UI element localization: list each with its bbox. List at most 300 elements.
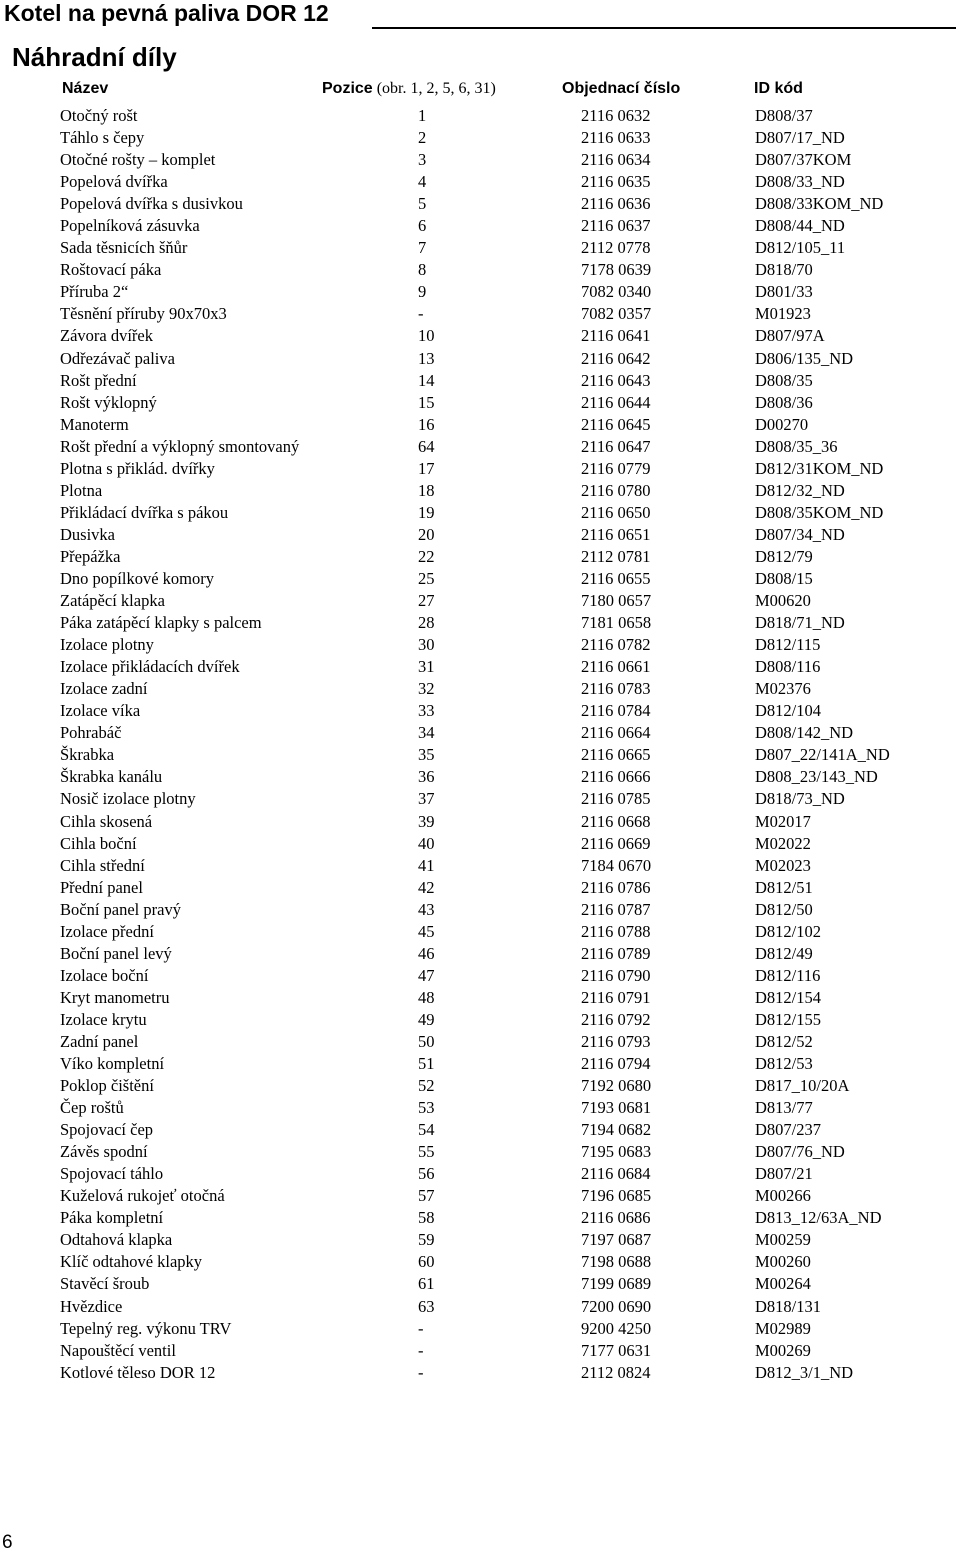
part-position: 2 bbox=[418, 128, 427, 148]
part-id-code: D812/104 bbox=[755, 701, 821, 721]
table-row bbox=[0, 1097, 960, 1119]
part-name: Izolace plotny bbox=[60, 635, 154, 655]
part-order-number: 2112 0778 bbox=[581, 238, 651, 258]
part-order-number: 2116 0641 bbox=[581, 326, 651, 346]
part-name: Izolace zadní bbox=[60, 679, 148, 699]
part-id-code: D807/237 bbox=[755, 1120, 821, 1140]
part-name: Pohrabáč bbox=[60, 723, 122, 743]
part-id-code: D807/17_ND bbox=[755, 128, 845, 148]
part-order-number: 2116 0789 bbox=[581, 943, 651, 963]
part-order-number: 2116 0786 bbox=[581, 877, 651, 897]
part-name: Dusivka bbox=[60, 524, 115, 544]
part-position: 25 bbox=[418, 568, 435, 588]
part-name: Boční panel pravý bbox=[60, 899, 181, 919]
part-position: 4 bbox=[418, 172, 427, 192]
table-row bbox=[0, 502, 960, 524]
table-row bbox=[0, 634, 960, 656]
part-name: Dno popílkové komory bbox=[60, 568, 214, 588]
part-id-code: D812/51 bbox=[755, 877, 813, 897]
part-name: Táhlo s čepy bbox=[60, 128, 145, 148]
part-position: 30 bbox=[418, 635, 435, 655]
part-id-code: D813_12/63A_ND bbox=[755, 1208, 882, 1228]
part-name: Otočné rošty – komplet bbox=[60, 150, 216, 170]
part-order-number: 2116 0684 bbox=[581, 1164, 651, 1184]
part-position: 10 bbox=[418, 326, 435, 346]
part-id-code: D808/116 bbox=[755, 657, 821, 677]
table-row bbox=[0, 237, 960, 259]
parts-table-body bbox=[0, 105, 960, 1384]
part-order-number: 2116 0666 bbox=[581, 767, 651, 787]
part-name: Stavěcí šroub bbox=[60, 1274, 150, 1294]
part-position: 46 bbox=[418, 943, 435, 963]
part-name: Cihla boční bbox=[60, 833, 137, 853]
part-id-code: D812/79 bbox=[755, 546, 813, 566]
part-order-number: 7199 0689 bbox=[581, 1274, 652, 1294]
part-order-number: 2116 0644 bbox=[581, 392, 651, 412]
table-row bbox=[0, 1318, 960, 1340]
part-id-code: M02989 bbox=[755, 1318, 811, 1338]
table-row bbox=[0, 193, 960, 215]
part-id-code: D807/34_ND bbox=[755, 524, 845, 544]
table-row bbox=[0, 392, 960, 414]
part-order-number: 2116 0669 bbox=[581, 833, 651, 853]
part-position: 42 bbox=[418, 877, 435, 897]
table-row bbox=[0, 877, 960, 899]
part-position: 34 bbox=[418, 723, 435, 743]
title-rule bbox=[372, 27, 956, 29]
part-name: Závora dvířek bbox=[60, 326, 153, 346]
part-id-code: D812/102 bbox=[755, 921, 821, 941]
part-id-code: D817_10/20A bbox=[755, 1076, 850, 1096]
table-row bbox=[0, 1141, 960, 1163]
part-order-number: 7197 0687 bbox=[581, 1230, 652, 1250]
part-position: 36 bbox=[418, 767, 435, 787]
part-name: Izolace boční bbox=[60, 965, 149, 985]
part-position: 45 bbox=[418, 921, 435, 941]
table-row bbox=[0, 700, 960, 722]
part-id-code: M02017 bbox=[755, 811, 811, 831]
part-name: Otočný rošt bbox=[60, 106, 138, 125]
part-id-code: D808_23/143_ND bbox=[755, 767, 878, 787]
part-position: 49 bbox=[418, 1009, 435, 1029]
part-name: Klíč odtahové klapky bbox=[60, 1252, 203, 1272]
header-id-code: ID kód bbox=[754, 80, 803, 97]
part-position: 64 bbox=[418, 436, 435, 456]
part-id-code: D812/116 bbox=[755, 965, 821, 985]
part-name: Popelová dvířka bbox=[60, 172, 168, 192]
part-order-number: 2116 0650 bbox=[581, 502, 651, 522]
part-position: 28 bbox=[418, 613, 435, 633]
table-row bbox=[0, 546, 960, 568]
part-position: 9 bbox=[418, 282, 427, 302]
part-id-code: D807/97A bbox=[755, 326, 825, 346]
part-order-number: 2116 0686 bbox=[581, 1208, 651, 1228]
part-order-number: 2116 0647 bbox=[581, 436, 651, 456]
part-position: 37 bbox=[418, 789, 435, 809]
table-row bbox=[0, 855, 960, 877]
part-order-number: 2116 0651 bbox=[581, 524, 651, 544]
part-id-code: D808/35KOM_ND bbox=[755, 502, 884, 522]
part-order-number: 2116 0642 bbox=[581, 348, 651, 368]
table-row bbox=[0, 414, 960, 436]
part-position: 39 bbox=[418, 811, 435, 831]
table-row bbox=[0, 987, 960, 1009]
part-id-code: D808/33KOM_ND bbox=[755, 194, 884, 214]
part-order-number: 2116 0794 bbox=[581, 1054, 651, 1074]
part-order-number: 7178 0639 bbox=[581, 260, 652, 280]
part-position: 57 bbox=[418, 1186, 435, 1206]
table-row bbox=[0, 1207, 960, 1229]
part-id-code: M00259 bbox=[755, 1230, 811, 1250]
table-row bbox=[0, 1340, 960, 1362]
part-name: Páka zatápěcí klapky s palcem bbox=[60, 613, 262, 633]
part-order-number: 7194 0682 bbox=[581, 1120, 652, 1140]
part-order-number: 2116 0783 bbox=[581, 679, 651, 699]
part-order-number: 2116 0793 bbox=[581, 1031, 651, 1051]
part-name: Napouštěcí ventil bbox=[60, 1340, 176, 1360]
part-position: 18 bbox=[418, 480, 435, 500]
part-id-code: D807/37KOM bbox=[755, 150, 852, 170]
part-name: Plotna s přiklád. dvířky bbox=[60, 458, 215, 478]
part-order-number: 2112 0781 bbox=[581, 546, 651, 566]
part-position: 53 bbox=[418, 1098, 435, 1118]
part-name: Tepelný reg. výkonu TRV bbox=[60, 1318, 232, 1338]
part-position: 33 bbox=[418, 701, 435, 721]
part-id-code: D813/77 bbox=[755, 1098, 813, 1118]
header-order-number: Objednací číslo bbox=[562, 80, 681, 97]
table-row bbox=[0, 325, 960, 347]
part-id-code: D808/15 bbox=[755, 568, 813, 588]
part-order-number: 7177 0631 bbox=[581, 1340, 652, 1360]
part-position: - bbox=[418, 1362, 424, 1382]
part-order-number: 7192 0680 bbox=[581, 1076, 652, 1096]
part-id-code: D808/44_ND bbox=[755, 216, 845, 236]
part-id-code: D808/35_36 bbox=[755, 436, 838, 456]
part-order-number: 7082 0340 bbox=[581, 282, 652, 302]
part-id-code: D818/73_ND bbox=[755, 789, 845, 809]
table-row bbox=[0, 1163, 960, 1185]
part-id-code: D808/35 bbox=[755, 370, 813, 390]
header-position bbox=[322, 78, 496, 100]
part-name: Škrabka bbox=[60, 745, 115, 765]
part-position: 60 bbox=[418, 1252, 435, 1272]
part-name: Izolace krytu bbox=[60, 1009, 147, 1029]
table-row bbox=[0, 1119, 960, 1141]
part-name: Čep roštů bbox=[60, 1098, 124, 1118]
part-id-code: D812/115 bbox=[755, 635, 821, 655]
table-row bbox=[0, 1362, 960, 1384]
table-row bbox=[0, 766, 960, 788]
table-row bbox=[0, 1296, 960, 1318]
table-row bbox=[0, 259, 960, 281]
part-order-number: 2116 0633 bbox=[581, 128, 651, 148]
part-position: 3 bbox=[418, 150, 427, 170]
part-name: Kotlové těleso DOR 12 bbox=[60, 1362, 216, 1382]
part-position: 32 bbox=[418, 679, 435, 699]
table-row bbox=[0, 105, 960, 127]
table-row bbox=[0, 921, 960, 943]
part-position: 27 bbox=[418, 591, 435, 611]
document-title: Kotel na pevná paliva DOR 12 bbox=[4, 0, 329, 26]
part-order-number: 2116 0661 bbox=[581, 657, 651, 677]
part-id-code: M02376 bbox=[755, 679, 811, 699]
part-name: Škrabka kanálu bbox=[60, 767, 163, 787]
part-id-code: D801/33 bbox=[755, 282, 813, 302]
table-row bbox=[0, 1229, 960, 1251]
part-order-number: 7184 0670 bbox=[581, 855, 652, 875]
part-id-code: M00260 bbox=[755, 1252, 811, 1272]
part-position: 59 bbox=[418, 1230, 435, 1250]
part-id-code: M00269 bbox=[755, 1340, 811, 1360]
table-row bbox=[0, 1053, 960, 1075]
part-order-number: 7082 0357 bbox=[581, 304, 652, 324]
part-id-code: D812/155 bbox=[755, 1009, 821, 1029]
part-name: Izolace přikládacích dvířek bbox=[60, 657, 240, 677]
part-position: 22 bbox=[418, 546, 435, 566]
part-position: 7 bbox=[418, 238, 427, 258]
part-id-code: D812/52 bbox=[755, 1031, 813, 1051]
table-row bbox=[0, 524, 960, 546]
part-position: 8 bbox=[418, 260, 427, 280]
part-position: 43 bbox=[418, 899, 435, 919]
part-name: Zadní panel bbox=[60, 1031, 139, 1051]
part-order-number: 2116 0637 bbox=[581, 216, 651, 236]
part-id-code: M00264 bbox=[755, 1274, 811, 1294]
part-position: 6 bbox=[418, 216, 427, 236]
header-position-note: (obr. 1, 2, 5, 6, 31) bbox=[372, 80, 496, 97]
part-name: Zatápěcí klapka bbox=[60, 591, 165, 611]
table-row bbox=[0, 656, 960, 678]
table-row bbox=[0, 348, 960, 370]
table-row bbox=[0, 370, 960, 392]
table-row bbox=[0, 1009, 960, 1031]
part-order-number: 2116 0780 bbox=[581, 480, 651, 500]
part-id-code: D812/49 bbox=[755, 943, 813, 963]
part-order-number: 2116 0782 bbox=[581, 635, 651, 655]
table-row bbox=[0, 678, 960, 700]
part-name: Přikládací dvířka s pákou bbox=[60, 502, 229, 522]
part-order-number: 2116 0790 bbox=[581, 965, 651, 985]
part-position: 61 bbox=[418, 1274, 435, 1294]
part-id-code: D807/76_ND bbox=[755, 1142, 845, 1162]
part-name: Nosič izolace plotny bbox=[60, 789, 196, 809]
table-row bbox=[0, 436, 960, 458]
part-name: Rošt přední a výklopný smontovaný bbox=[60, 436, 300, 456]
part-order-number: 2116 0664 bbox=[581, 723, 651, 743]
part-name: Roštovací páka bbox=[60, 260, 162, 280]
part-order-number: 2116 0643 bbox=[581, 370, 651, 390]
part-position: 19 bbox=[418, 502, 435, 522]
part-name: Těsnění příruby 90x70x3 bbox=[60, 304, 227, 324]
part-order-number: 7180 0657 bbox=[581, 591, 652, 611]
part-name: Rošt výklopný bbox=[60, 392, 157, 412]
part-id-code: D818/131 bbox=[755, 1296, 821, 1316]
table-row bbox=[0, 1075, 960, 1097]
part-position: 40 bbox=[418, 833, 435, 853]
part-name: Závěs spodní bbox=[60, 1142, 148, 1162]
part-position: 52 bbox=[418, 1076, 435, 1096]
part-order-number: 2116 0636 bbox=[581, 194, 651, 214]
part-id-code: D812/50 bbox=[755, 899, 813, 919]
part-id-code: D808/37 bbox=[755, 106, 813, 125]
part-order-number: 2116 0791 bbox=[581, 987, 651, 1007]
table-row bbox=[0, 1031, 960, 1053]
part-id-code: D807/21 bbox=[755, 1164, 813, 1184]
part-name: Přepážka bbox=[60, 546, 121, 566]
part-name: Hvězdice bbox=[60, 1296, 123, 1316]
part-id-code: D806/135_ND bbox=[755, 348, 854, 368]
part-name: Izolace přední bbox=[60, 921, 154, 941]
part-order-number: 7200 0690 bbox=[581, 1296, 652, 1316]
part-id-code: D818/71_ND bbox=[755, 613, 845, 633]
part-order-number: 7198 0688 bbox=[581, 1252, 652, 1272]
part-position: 55 bbox=[418, 1142, 435, 1162]
table-row bbox=[0, 568, 960, 590]
part-name: Víko kompletní bbox=[60, 1054, 165, 1074]
part-order-number: 9200 4250 bbox=[581, 1318, 652, 1338]
part-name: Rošt přední bbox=[60, 370, 137, 390]
part-order-number: 2116 0645 bbox=[581, 414, 651, 434]
part-position: 50 bbox=[418, 1031, 435, 1051]
part-position: 48 bbox=[418, 987, 435, 1007]
part-order-number: 2116 0788 bbox=[581, 921, 651, 941]
part-name: Sada těsnicích šňůr bbox=[60, 238, 188, 258]
part-id-code: D807_22/141A_ND bbox=[755, 745, 890, 765]
part-order-number: 2116 0665 bbox=[581, 745, 651, 765]
part-order-number: 2116 0668 bbox=[581, 811, 651, 831]
part-id-code: D00270 bbox=[755, 414, 809, 434]
part-order-number: 7193 0681 bbox=[581, 1098, 652, 1118]
part-name: Páka kompletní bbox=[60, 1208, 164, 1228]
table-row bbox=[0, 1273, 960, 1295]
part-name: Poklop čištění bbox=[60, 1076, 154, 1096]
table-row bbox=[0, 303, 960, 325]
part-position: 35 bbox=[418, 745, 435, 765]
part-order-number: 7195 0683 bbox=[581, 1142, 652, 1162]
part-name: Izolace víka bbox=[60, 701, 141, 721]
part-name: Kuželová rukojeť otočná bbox=[60, 1186, 225, 1206]
part-name: Spojovací táhlo bbox=[60, 1164, 164, 1184]
part-position: 16 bbox=[418, 414, 435, 434]
part-name: Cihla střední bbox=[60, 855, 145, 875]
table-row bbox=[0, 833, 960, 855]
table-row bbox=[0, 215, 960, 237]
part-id-code: M02023 bbox=[755, 855, 811, 875]
part-position: 13 bbox=[418, 348, 435, 368]
part-order-number: 2116 0634 bbox=[581, 150, 651, 170]
part-order-number: 2116 0785 bbox=[581, 789, 651, 809]
part-name: Popelníková zásuvka bbox=[60, 216, 200, 236]
part-id-code: D808/33_ND bbox=[755, 172, 845, 192]
part-name: Přední panel bbox=[60, 877, 143, 897]
part-position: 41 bbox=[418, 855, 435, 875]
part-name: Odřezávač paliva bbox=[60, 348, 175, 368]
part-id-code: M01923 bbox=[755, 304, 811, 324]
part-order-number: 2116 0787 bbox=[581, 899, 651, 919]
part-order-number: 2116 0655 bbox=[581, 568, 651, 588]
part-id-code: D812/105_11 bbox=[755, 238, 846, 258]
part-position: 1 bbox=[418, 106, 427, 125]
table-row bbox=[0, 281, 960, 303]
table-row bbox=[0, 127, 960, 149]
part-order-number: 7196 0685 bbox=[581, 1186, 652, 1206]
part-position: 58 bbox=[418, 1208, 435, 1228]
part-position: 47 bbox=[418, 965, 435, 985]
part-order-number: 2116 0784 bbox=[581, 701, 651, 721]
table-row bbox=[0, 965, 960, 987]
table-row bbox=[0, 480, 960, 502]
part-position: 31 bbox=[418, 657, 435, 677]
part-order-number: 2116 0632 bbox=[581, 106, 651, 125]
part-position: - bbox=[418, 1318, 424, 1338]
part-position: 14 bbox=[418, 370, 435, 390]
part-name: Spojovací čep bbox=[60, 1120, 154, 1140]
table-row bbox=[0, 788, 960, 810]
table-row bbox=[0, 458, 960, 480]
part-order-number: 7181 0658 bbox=[581, 613, 652, 633]
table-row bbox=[0, 149, 960, 171]
part-id-code: D812/32_ND bbox=[755, 480, 845, 500]
part-id-code: M02022 bbox=[755, 833, 811, 853]
part-position: 54 bbox=[418, 1120, 435, 1140]
part-id-code: M00266 bbox=[755, 1186, 811, 1206]
header-name: Název bbox=[62, 80, 109, 97]
table-row bbox=[0, 1251, 960, 1273]
part-position: 15 bbox=[418, 392, 435, 412]
part-position: 51 bbox=[418, 1054, 435, 1074]
part-position: 5 bbox=[418, 194, 427, 214]
table-row bbox=[0, 744, 960, 766]
part-name: Cihla skosená bbox=[60, 811, 153, 831]
table-row bbox=[0, 612, 960, 634]
part-position: - bbox=[418, 1340, 424, 1360]
part-name: Boční panel levý bbox=[60, 943, 172, 963]
page-number: 6 bbox=[2, 1532, 13, 1553]
part-id-code: M00620 bbox=[755, 591, 811, 611]
part-id-code: D808/36 bbox=[755, 392, 813, 412]
table-row bbox=[0, 899, 960, 921]
table-row bbox=[0, 171, 960, 193]
table-row bbox=[0, 590, 960, 612]
part-order-number: 2116 0792 bbox=[581, 1009, 651, 1029]
part-name: Manoterm bbox=[60, 414, 129, 434]
section-title: Náhradní díly bbox=[12, 42, 177, 72]
part-position: 56 bbox=[418, 1164, 435, 1184]
part-id-code: D812_3/1_ND bbox=[755, 1362, 854, 1382]
part-order-number: 2116 0635 bbox=[581, 172, 651, 192]
part-order-number: 2116 0779 bbox=[581, 458, 651, 478]
part-name: Kryt manometru bbox=[60, 987, 170, 1007]
part-name: Odtahová klapka bbox=[60, 1230, 173, 1250]
part-id-code: D808/142_ND bbox=[755, 723, 854, 743]
table-row bbox=[0, 943, 960, 965]
part-id-code: D818/70 bbox=[755, 260, 813, 280]
part-position: 17 bbox=[418, 458, 435, 478]
part-position: - bbox=[418, 304, 424, 324]
table-row bbox=[0, 1185, 960, 1207]
header-position-label: Pozice bbox=[322, 80, 373, 97]
part-position: 20 bbox=[418, 524, 435, 544]
part-name: Příruba 2“ bbox=[60, 282, 129, 302]
table-row bbox=[0, 811, 960, 833]
table-row bbox=[0, 722, 960, 744]
part-id-code: D812/53 bbox=[755, 1054, 813, 1074]
part-name: Plotna bbox=[60, 480, 103, 500]
part-position: 63 bbox=[418, 1296, 435, 1316]
part-id-code: D812/31KOM_ND bbox=[755, 458, 884, 478]
part-id-code: D812/154 bbox=[755, 987, 821, 1007]
part-name: Popelová dvířka s dusivkou bbox=[60, 194, 243, 214]
